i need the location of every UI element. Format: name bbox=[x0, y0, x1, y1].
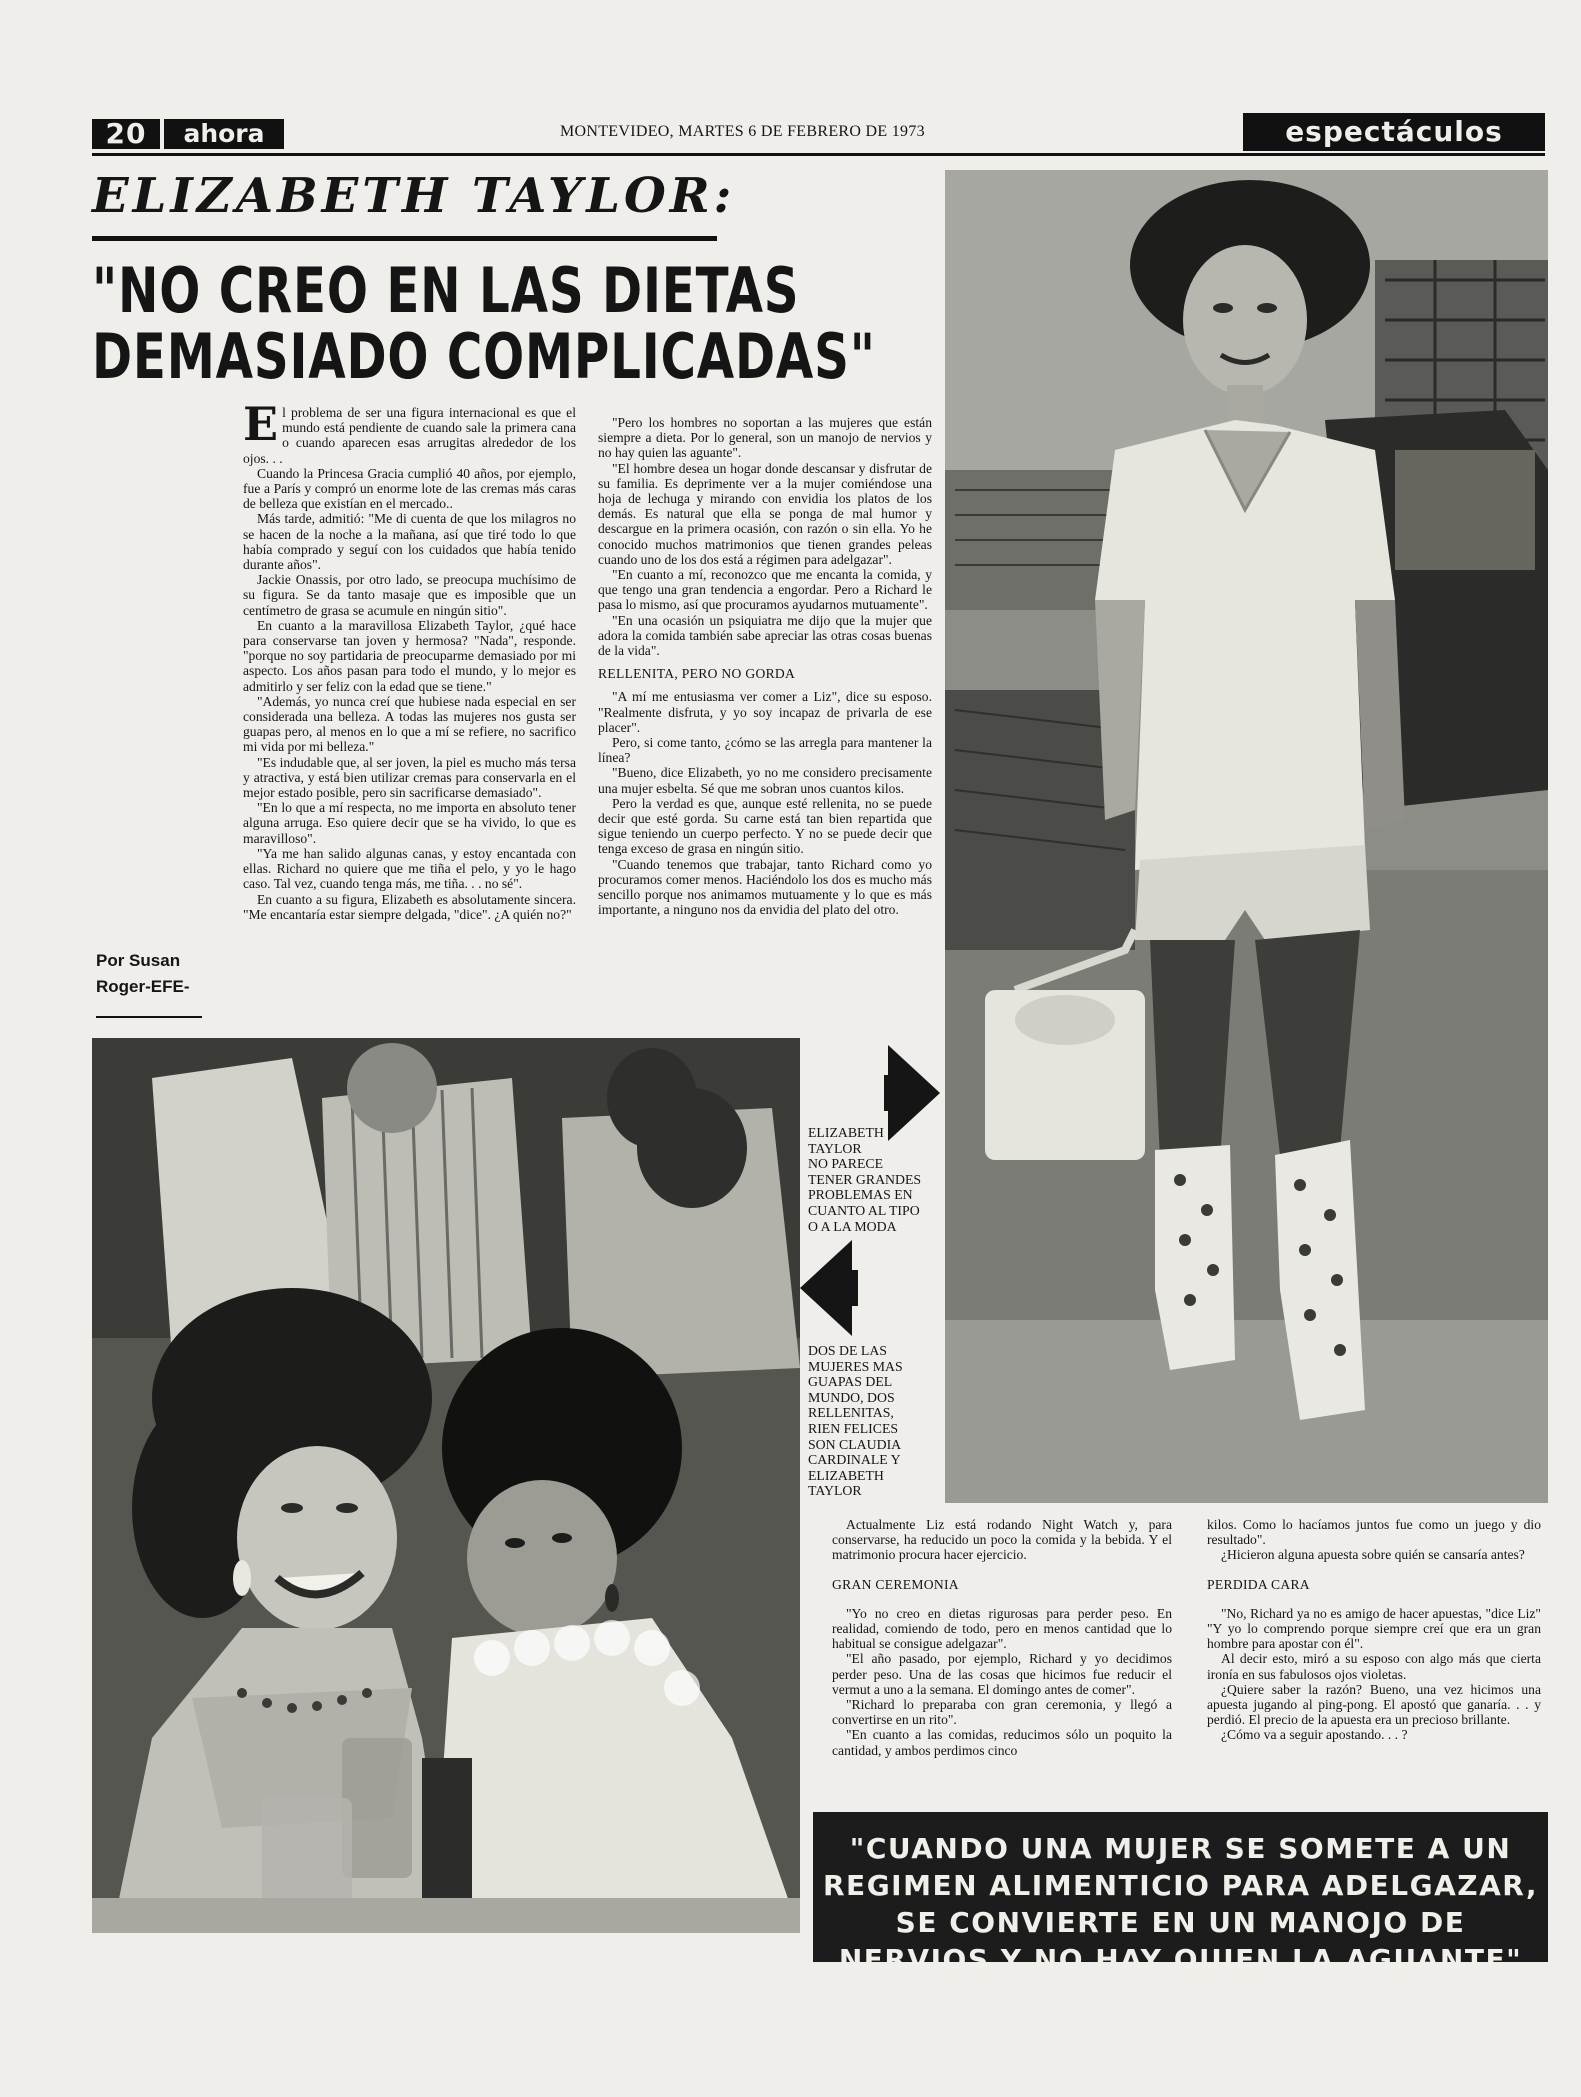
arrow-left-icon bbox=[800, 1240, 852, 1336]
article-column-2 bbox=[598, 415, 932, 918]
name-title: ELIZABETH TAYLOR: bbox=[92, 168, 736, 224]
paragraph: "No, Richard ya no es amigo de hacer apuestas, "dice Liz" "Y yo lo comprendo porque siempre creí que era un gran hombre para apostar con él". bbox=[1207, 1605, 1541, 1652]
caption-line: TAYLOR bbox=[808, 1140, 862, 1156]
article-column-1 bbox=[243, 397, 576, 922]
paragraph: kilos. Como lo hacíamos juntos fue como un juego y dio resultado". bbox=[1207, 1517, 1541, 1548]
photo-elizabeth-taylor bbox=[945, 170, 1548, 1503]
caption-line: DOS DE LAS bbox=[808, 1343, 887, 1358]
drop-cap: E bbox=[243, 397, 279, 451]
caption-line: RELLENITAS, bbox=[808, 1405, 894, 1421]
photo-cardinale-taylor bbox=[92, 1038, 800, 1933]
paragraph: "Pero los hombres no soportan a las mujeres que están siempre a dieta. Por lo general, son un manojo de nervios y no hay quien las aguante". bbox=[598, 415, 932, 461]
byline bbox=[96, 948, 190, 1000]
paragraph: "Ya me han salido algunas canas, y estoy encantada con ellas. Richard no quiere que me tiña el pelo, y yo le hago caso. Tal vez, cuando tenga más, me tiña. . . no sé". bbox=[243, 845, 576, 892]
paragraph: ¿Quiere saber la razón? Bueno, una vez hicimos una apuesta jugando al ping-pong. El apostó que ganaría. . . y perdió. El precio de la apuesta era un precioso brillante. bbox=[1207, 1681, 1541, 1728]
caption-line: MUJERES MAS bbox=[808, 1358, 903, 1374]
paragraph: Jackie Onassis, por otro lado, se preocupa muchísimo de su figura. Se da tanto masaje que es imposible que un centímetro de grasa se acumule en ningún sitio". bbox=[243, 572, 576, 618]
title-rule bbox=[92, 236, 717, 241]
caption-line: O A LA MODA bbox=[808, 1218, 897, 1234]
dateline: MONTEVIDEO, MARTES 6 DE FEBRERO DE 1973 bbox=[560, 123, 925, 140]
pull-quote-line: REGIMEN ALIMENTICIO PARA ADELGAZAR, bbox=[823, 1869, 1538, 1902]
paragraph: Actualmente Liz está rodando Night Watch y, para conservarse, ha reducido un poco la comida y la bebida. Y el matrimonio procura hacer ejercicio. bbox=[832, 1517, 1172, 1563]
paragraph: Más tarde, admitió: "Me di cuenta de que los milagros no se hacen de la noche a la mañana, así que tiré todo lo que había comprado y seguí con los cuidados que había tenido durante años". bbox=[243, 511, 576, 573]
paragraph: "Richard lo preparaba con gran ceremonia, y llegó a convertirse en un rito". bbox=[832, 1697, 1172, 1728]
paragraph: "Es indudable que, al ser joven, la piel es mucho más tersa y atractiva, y está bien utilizar cremas para conservarla en el mejor estado posible, pero sin sacrificarse demasiado". bbox=[243, 754, 576, 801]
caption-photo-taylor bbox=[808, 1125, 948, 1234]
caption-line: NO PARECE bbox=[808, 1156, 884, 1172]
caption-line: TENER GRANDES bbox=[808, 1171, 922, 1187]
byline-rule bbox=[96, 1016, 202, 1018]
article-column-4 bbox=[1207, 1517, 1541, 1743]
paragraph: "En lo que a mí respecta, no me importa en absoluto tener alguna arruga. Eso quiere decir que se ha vivido, lo que es maravilloso". bbox=[243, 800, 576, 846]
caption-line: SON CLAUDIA bbox=[808, 1436, 902, 1452]
caption-line: GUAPAS DEL bbox=[808, 1374, 893, 1390]
caption-photo-cardinale-taylor bbox=[808, 1343, 938, 1499]
paragraph: "En una ocasión un psiquiatra me dijo que la mujer que adora la comida también sabe apreciar las otras cosas buenas de la vida". bbox=[598, 612, 932, 659]
subheading: RELLENITA, PERO NO GORDA bbox=[598, 666, 796, 682]
rubric-label: espectáculos bbox=[1243, 113, 1545, 151]
paragraph: Al decir esto, miró a su esposo con algo más que cierta ironía en sus fabulosos ojos violetas. bbox=[1207, 1651, 1541, 1682]
pull-quote-line: SE CONVIERTE EN UN MANOJO DE bbox=[895, 1906, 1466, 1939]
headline-line: DEMASIADO COMPLICADAS" bbox=[92, 320, 876, 393]
arrow-stem bbox=[850, 1270, 858, 1306]
article-column-3 bbox=[832, 1517, 1172, 1758]
caption-line: RIEN FELICES bbox=[808, 1420, 899, 1436]
paragraph: "El año pasado, por ejemplo, Richard y yo decidimos perder peso. Una de las cosas que hicimos fue reducir el vermut a uno a la semana. El domingo antes de comer". bbox=[832, 1651, 1172, 1697]
subheading: GRAN CEREMONIA bbox=[832, 1576, 959, 1592]
paragraph: ¿Hicieron alguna apuesta sobre quién se cansaría antes? bbox=[1221, 1547, 1525, 1563]
paragraph: Pero, si come tanto, ¿cómo se las arregla para mantener la línea? bbox=[598, 735, 932, 766]
paragraph: ¿Cómo va a seguir apostando. . . ? bbox=[1221, 1727, 1408, 1743]
paragraph: l problema de ser una figura internacional es que el mundo está pendiente de cuando sale la primera cana o cuando aparecen esas arrugitas alrededor de los ojos. . . bbox=[243, 405, 576, 466]
paragraph: "El hombre desea un hogar donde descansar y disfrutar de su familia. Es deprimente ver a la mujer comiéndose una hoja de lechuga y mirando con envidia los platos de los demás. Es natural que ella se ponga de mal humor y descargue en la primera ocasión, con razón o sin ella. Yo he conocido muchos matrimonios que tienen grandes peleas cuando uno de los dos está a régimen para adelgazar". bbox=[598, 460, 932, 567]
paragraph: "Bueno, dice Elizabeth, yo no me considero precisamente una mujer esbelta. Sé que me sobran unos cuantos kilos. bbox=[598, 765, 932, 796]
paragraph: En cuanto a la maravillosa Elizabeth Taylor, ¿qué hace para conservarse tan joven y hermosa? "Nada", responde. "porque no soy partidaria de preocuparme demasiado por mi aspecto. Los años pasan para todo el mundo, y lo mejor es admitirlo y ser feliz con la edad que se tiene." bbox=[243, 617, 576, 694]
caption-line: TAYLOR bbox=[808, 1483, 862, 1499]
page-number: 20 bbox=[92, 119, 160, 149]
caption-line: MUNDO, DOS bbox=[808, 1389, 895, 1405]
caption-line: CUANTO AL TIPO bbox=[808, 1202, 920, 1218]
headline bbox=[92, 254, 876, 393]
caption-line: CARDINALE Y bbox=[808, 1452, 901, 1468]
caption-line: PROBLEMAS EN bbox=[808, 1187, 913, 1203]
section-label: ahora bbox=[164, 119, 284, 149]
pull-quote-line: NERVIOS Y NO HAY QUIEN LA AGUANTE" bbox=[838, 1943, 1523, 1976]
pull-quote-line: "CUANDO UNA MUJER SE SOMETE A UN bbox=[849, 1832, 1512, 1865]
paragraph: "A mí me entusiasma ver comer a Liz", dice su esposo. "Realmente disfruta, y yo soy incapaz de privarla de ese placer". bbox=[598, 689, 932, 735]
paragraph: "Yo no creo en dietas rigurosas para perder peso. En realidad, comiendo de todo, pero en menos cantidad que lo habitual se consigue adelgazar". bbox=[832, 1605, 1172, 1652]
paragraph: "En cuanto a las comidas, reducimos sólo un poquito la cantidad, y ambos perdimos cinco bbox=[832, 1727, 1172, 1758]
paragraph: Cuando la Princesa Gracia cumplió 40 años, por ejemplo, fue a París y compró un enorme lote de las cremas más caras de belleza que existían en el mercado.. bbox=[243, 465, 576, 512]
header-rule bbox=[92, 153, 1545, 156]
paragraph: "En cuanto a mí, reconozco que me encanta la comida, y que tengo una gran tendencia a engordar. Pero a Richard le pasa lo mismo, así que procuramos ayudarnos mutuamente". bbox=[598, 567, 932, 613]
paragraph: Pero la verdad es que, aunque esté rellenita, no se puede decir que esté gorda. Su carne está tan bien repartida que sigue teniendo un cuerpo perfecto. Y no se puede decir que tenga exceso de grasa en ningún sitio. bbox=[598, 795, 932, 857]
pull-quote bbox=[813, 1812, 1548, 1976]
arrow-stem bbox=[884, 1075, 892, 1111]
byline-line: Por Susan bbox=[96, 951, 181, 970]
subheading: PERDIDA CARA bbox=[1207, 1576, 1310, 1592]
headline-line: "NO CREO EN LAS DIETAS bbox=[92, 254, 800, 327]
paragraph: En cuanto a su figura, Elizabeth es absolutamente sincera. "Me encantaría estar siempre delgada, "dice". ¿A quién no?" bbox=[243, 891, 576, 922]
paragraph: "Cuando tenemos que trabajar, tanto Richard como yo procuramos comer menos. Haciéndolo los dos es mucho más sencillo porque nos animamos mutuamente y lo que es más importante, a ninguno nos da envidia del plato del otro. bbox=[598, 856, 932, 918]
caption-line: ELIZABETH bbox=[808, 1125, 884, 1140]
byline-line: Roger-EFE- bbox=[96, 977, 190, 996]
paragraph: "Además, yo nunca creí que hubiese nada especial en ser considerada una belleza. A todas las mujeres nos gusta ser guapas pero, al menos en lo que a mí se refiere, no sacrifico mi vida por mi belleza." bbox=[243, 693, 576, 755]
caption-line: ELIZABETH bbox=[808, 1467, 884, 1483]
